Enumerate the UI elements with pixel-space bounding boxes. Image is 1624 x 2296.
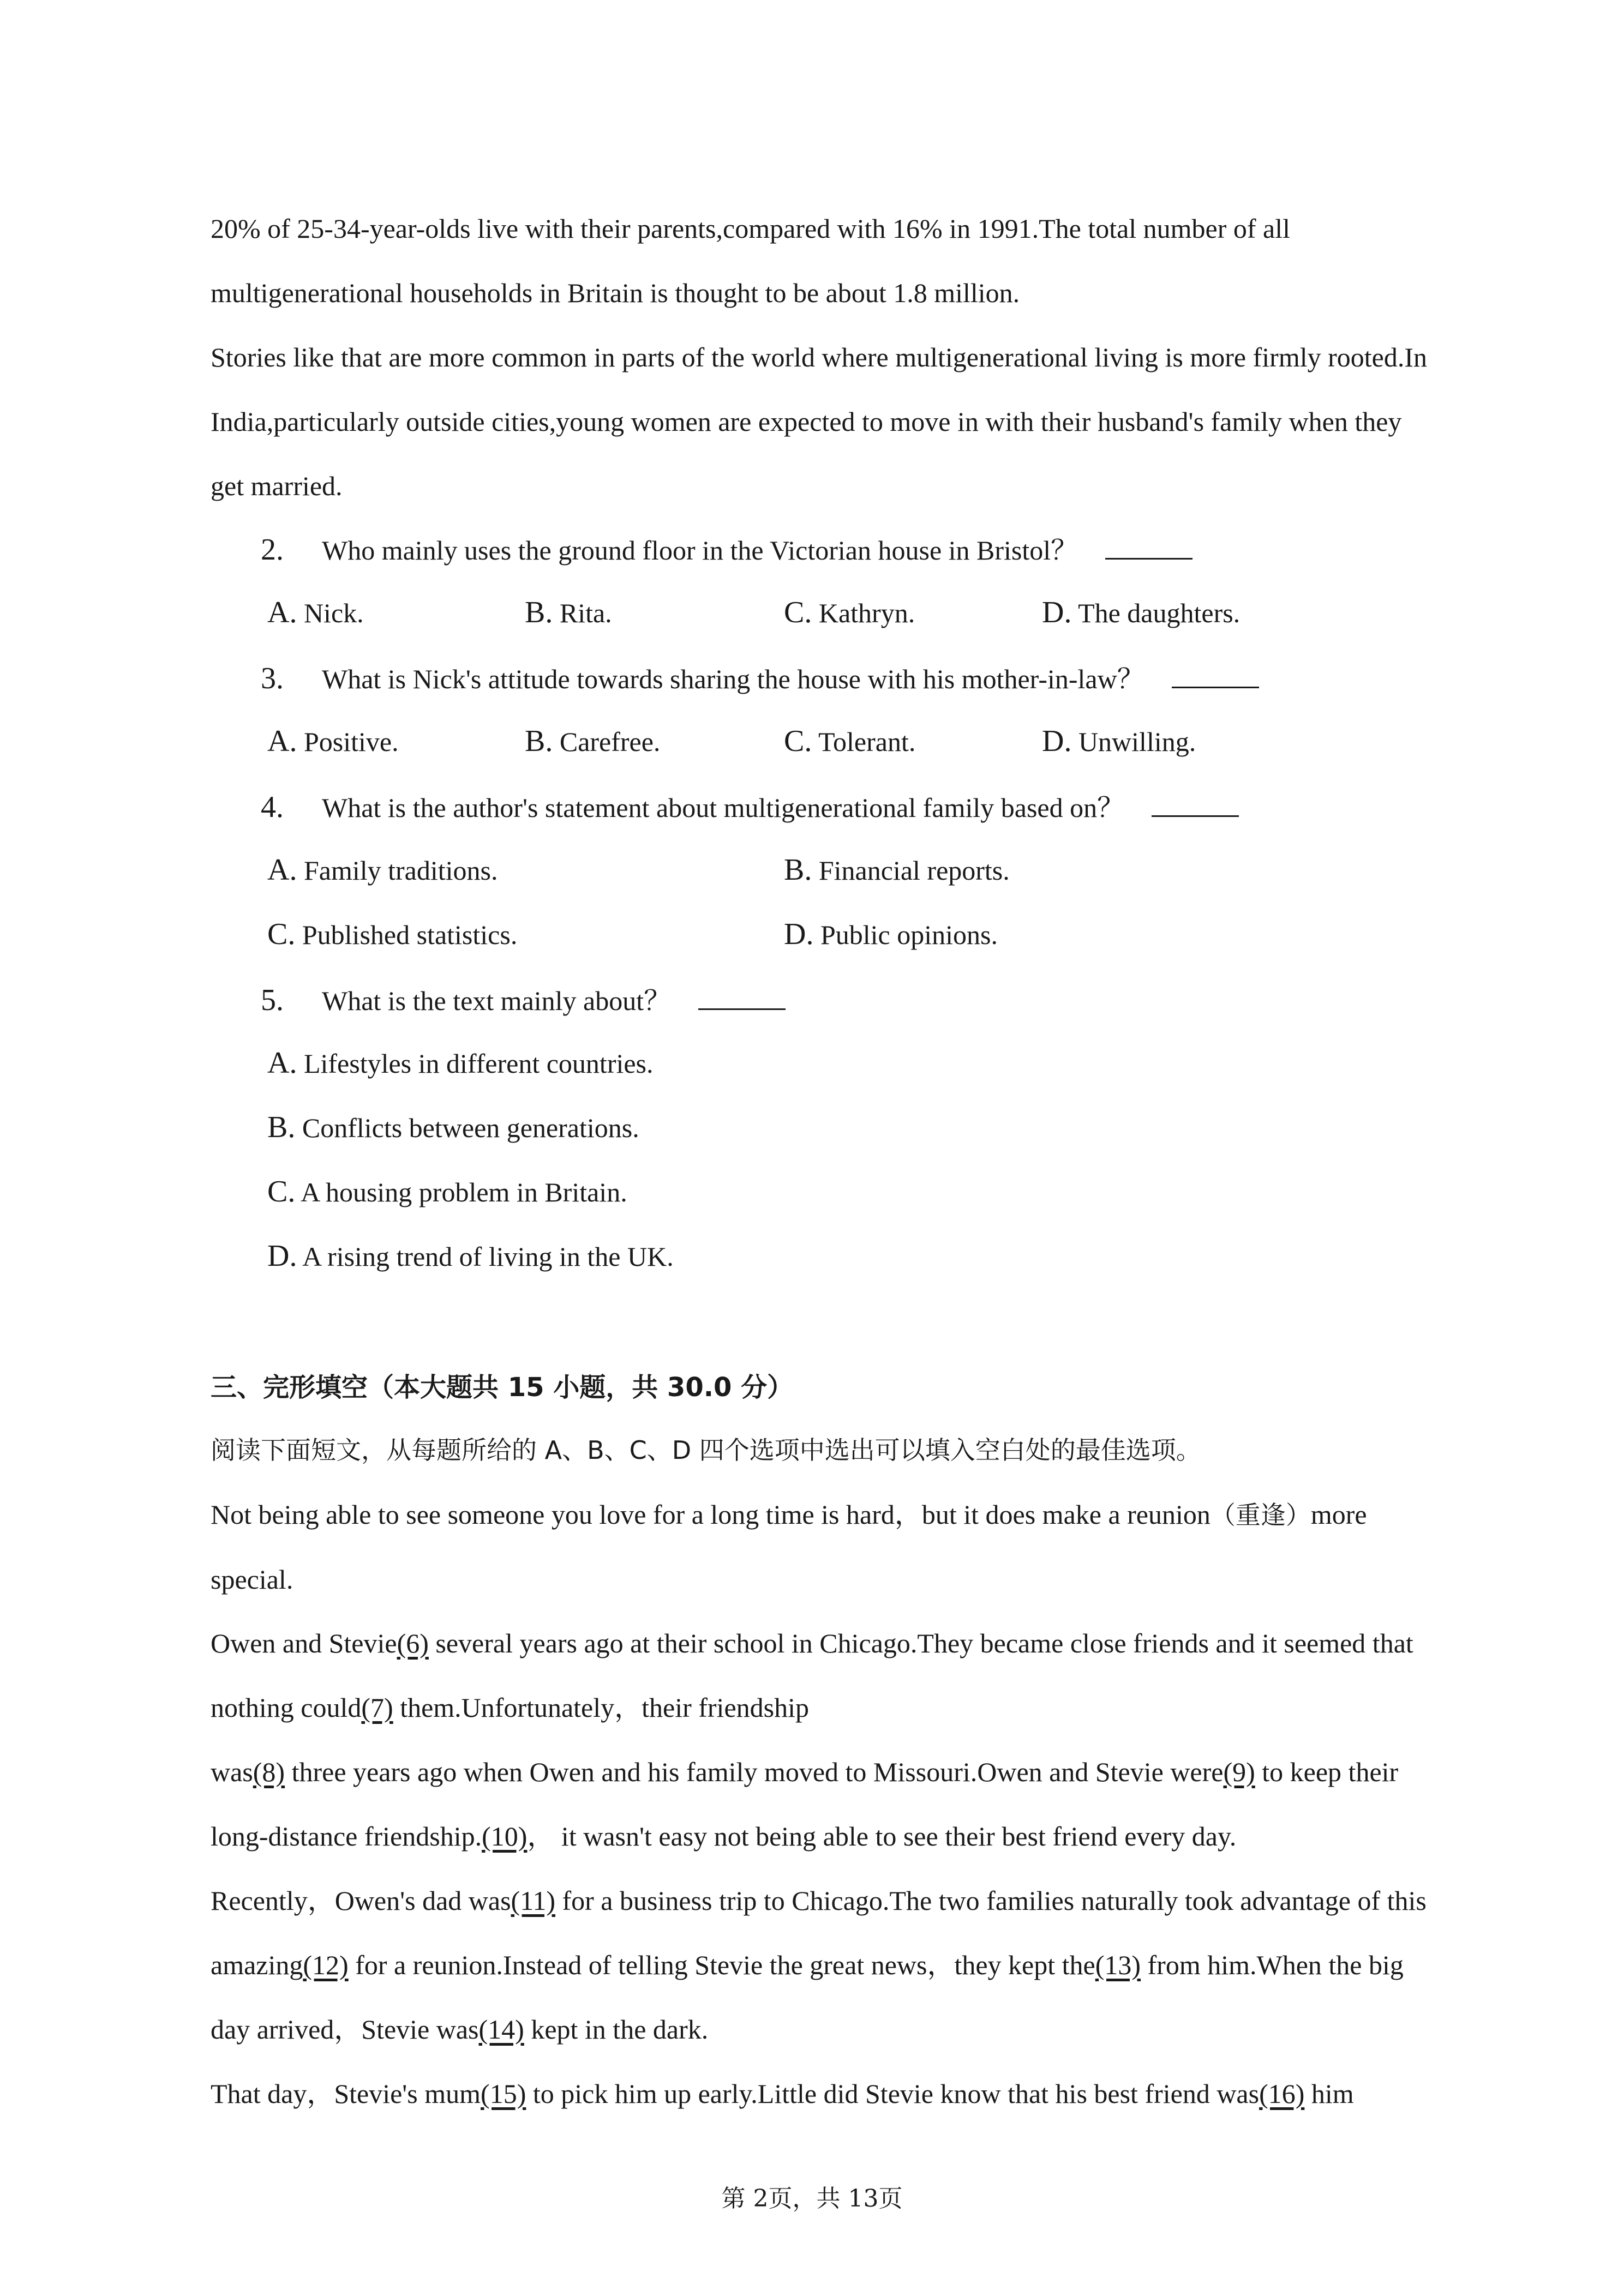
cloze-paragraph-3: Recently，Owen's dad was(11) for a business trip to Chicago.The two families naturally took advantage of this amazing(12) for a reunion.Instead of telling Stevie the great news，they kept the(13) from him.When the big day arrived，Stevie was(14) kept in the dark.: [211, 1885, 1427, 2045]
option-d: D. A rising trend of living in the UK.: [267, 1239, 674, 1273]
section-title: 三、完形填空（本大题共 15 小题，共 30.0 分）: [211, 1372, 794, 1403]
answer-blank: [1152, 789, 1239, 817]
cloze-paragraph-2: was(8) three years ago when Owen and his family moved to Missouri.Owen and Stevie were(9) to keep their long-distance friendship.(10)， it wasn't easy not being able to see their best friend every day.: [211, 1757, 1399, 1852]
option-a: A. Positive.: [267, 724, 399, 758]
question-number: 4.: [261, 790, 284, 824]
option-d: D. Unwilling.: [1042, 724, 1196, 758]
question-4: [261, 789, 1239, 824]
blank-14[interactable]: (14): [478, 2014, 524, 2045]
option-d: D. Public opinions.: [784, 917, 998, 951]
option-c: C. Tolerant.: [784, 724, 916, 758]
answer-blank: [1105, 532, 1192, 560]
cloze-paragraph-1: Owen and Stevie(6) several years ago at their school in Chicago.They became close friends and it seemed that nothing could(7) them.Unfortunately，their friendship: [211, 1628, 1413, 1723]
cloze-paragraph-4: That day，Stevie's mum(15) to pick him up early.Little did Stevie know that his best friend was(16) him: [211, 2078, 1354, 2109]
blank-15[interactable]: (15): [481, 2078, 526, 2109]
question-text: Who mainly uses the ground floor in the Victorian house in Bristol？: [322, 535, 1078, 566]
blank-10[interactable]: (10): [482, 1821, 528, 1852]
option-a: A. Lifestyles in different countries.: [267, 1046, 654, 1080]
question-number: 2.: [261, 533, 284, 567]
page-footer: 第 2页，共 13页: [721, 2185, 903, 2213]
blank-16[interactable]: (16): [1259, 2078, 1305, 2109]
option-b: B. Carefree.: [525, 724, 661, 758]
option-c: C. Kathryn.: [784, 596, 915, 629]
option-b: B. Rita.: [525, 596, 612, 629]
option-d: D. The daughters.: [1042, 596, 1241, 629]
passage-paragraph-2: Stories like that are more common in parts of the world where multigenerational living is more firmly rooted.In India,particularly outside cities,young women are expected to move in with their husband's family when they get married.: [211, 342, 1427, 501]
blank-8[interactable]: (8): [253, 1757, 285, 1787]
blank-7[interactable]: (7): [361, 1692, 393, 1723]
cloze-intro: Not being able to see someone you love for a long time is hard，but it does make a reunion（重逢）more special.: [211, 1499, 1367, 1595]
blank-6[interactable]: (6): [397, 1628, 429, 1658]
option-b: B. Financial reports.: [784, 853, 1010, 887]
option-c: C. A housing problem in Britain.: [267, 1175, 627, 1209]
blank-9[interactable]: (9): [1223, 1757, 1255, 1787]
question-2: [261, 532, 1192, 567]
blank-13[interactable]: (13): [1095, 1950, 1141, 1980]
question-text: What is the author's statement about multigenerational family based on？: [322, 792, 1125, 823]
blank-12[interactable]: (12): [303, 1950, 349, 1980]
section-instruction: 阅读下面短文，从每题所给的 A、B、C、D 四个选项中选出可以填入空白处的最佳选项。: [211, 1435, 1201, 1465]
question-5: [261, 982, 786, 1017]
option-a: A. Family traditions.: [267, 853, 498, 887]
option-a: A. Nick.: [267, 596, 364, 629]
question-number: 3.: [261, 662, 284, 695]
passage-paragraph-1: 20% of 25-34-year-olds live with their parents,compared with 16% in 1991.The total number of all multigenerational households in Britain is thought to be about 1.8 million.: [211, 213, 1291, 308]
option-c: C. Published statistics.: [267, 917, 518, 951]
answer-blank: [1172, 660, 1259, 688]
question-text: What is the text mainly about？: [322, 985, 672, 1016]
answer-blank: [698, 982, 786, 1010]
blank-11[interactable]: (11): [511, 1885, 555, 1916]
question-text: What is Nick's attitude towards sharing the house with his mother-in-law？: [322, 664, 1144, 694]
option-b: B. Conflicts between generations.: [267, 1110, 639, 1144]
question-3: [261, 660, 1259, 695]
question-number: 5.: [261, 983, 284, 1017]
